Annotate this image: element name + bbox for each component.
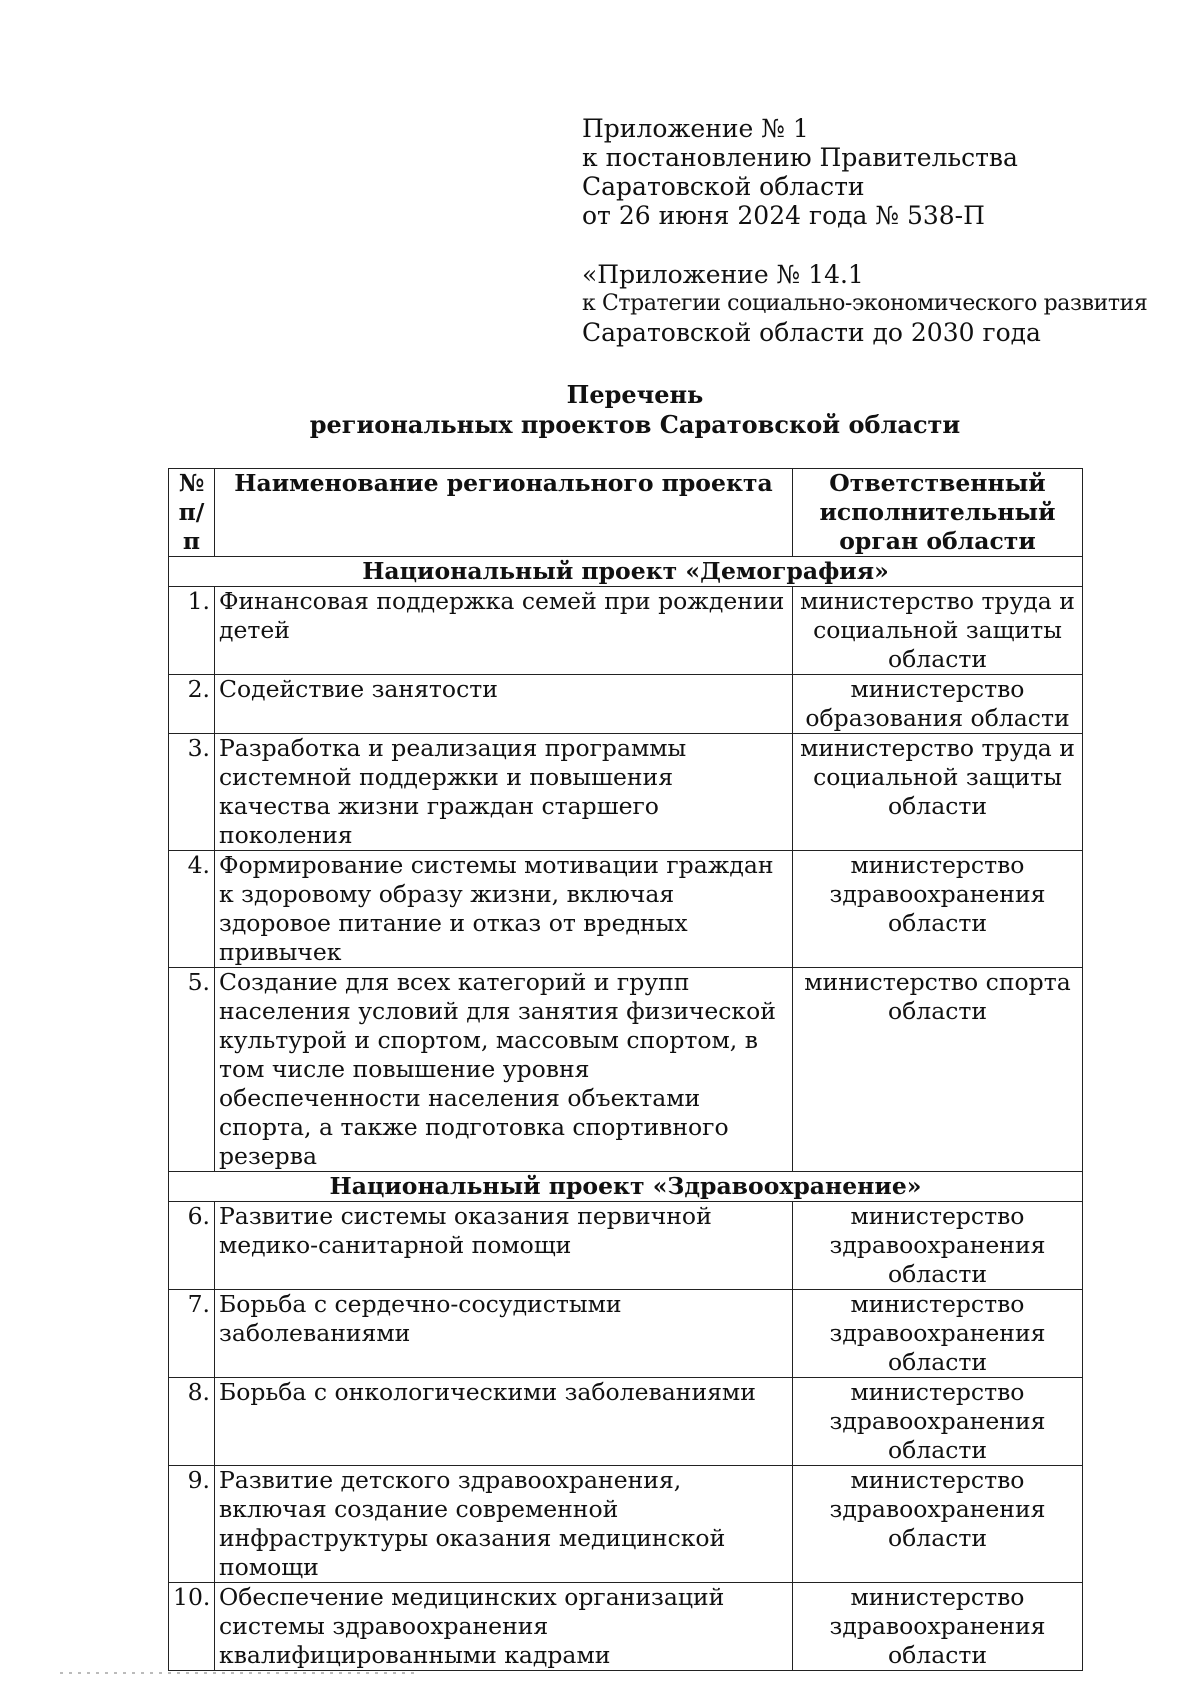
table-row <box>169 1378 1083 1466</box>
attachment-line: Саратовской области <box>582 172 865 201</box>
header-num: № п/п <box>169 469 215 557</box>
responsible-org: министерство здравоохранения области <box>793 851 1083 968</box>
responsible-org: министерство здравоохранения области <box>793 1378 1083 1466</box>
row-number: 10. <box>169 1583 215 1671</box>
row-number: 8. <box>169 1378 215 1466</box>
attachment-line: к постановлению Правительства <box>582 143 1018 172</box>
attachment-header <box>582 114 1182 347</box>
project-name: Обеспечение медицинских организаций системы здравоохранения квалифицированными кадрами <box>215 1583 793 1671</box>
attachment-line: Приложение № 1 <box>582 114 809 143</box>
attachment-line: от 26 июня 2024 года № 538-П <box>582 201 985 230</box>
table-row <box>169 1466 1083 1583</box>
document-title <box>0 380 1200 440</box>
row-number: 2. <box>169 675 215 734</box>
table-row <box>169 675 1083 734</box>
row-number: 5. <box>169 968 215 1172</box>
row-number: 1. <box>169 587 215 675</box>
responsible-org: министерство спорта области <box>793 968 1083 1172</box>
project-name: Борьба с онкологическими заболеваниями <box>215 1378 793 1466</box>
row-number: 9. <box>169 1466 215 1583</box>
project-name: Развитие детского здравоохранения, включая создание современной инфраструктуры оказания медицинской помощи <box>215 1466 793 1583</box>
header-org: Ответственный исполнительный орган области <box>793 469 1083 557</box>
row-number: 4. <box>169 851 215 968</box>
table-row <box>169 968 1083 1172</box>
section-row <box>169 557 1083 587</box>
responsible-org: министерство образования области <box>793 675 1083 734</box>
project-name: Создание для всех категорий и групп населения условий для занятия физической культурой и спортом, массовым спортом, в том числе повышение уровня обеспеченности населения объектами спорта, а также подготовка спортивного резерва <box>215 968 793 1172</box>
sub-attachment-line: «Приложение № 14.1 <box>582 260 864 289</box>
scan-noise <box>60 1672 420 1674</box>
table-row <box>169 587 1083 675</box>
sub-attachment-line: к Стратегии социально-экономического развития <box>582 291 1148 316</box>
project-name: Финансовая поддержка семей при рождении детей <box>215 587 793 675</box>
table-row <box>169 1583 1083 1671</box>
row-number: 7. <box>169 1290 215 1378</box>
responsible-org: министерство здравоохранения области <box>793 1466 1083 1583</box>
row-number: 3. <box>169 734 215 851</box>
projects-table <box>168 468 1083 1671</box>
title-line: региональных проектов Саратовской области <box>309 410 961 439</box>
table-row <box>169 734 1083 851</box>
row-number: 6. <box>169 1202 215 1290</box>
project-name: Разработка и реализация программы системной поддержки и повышения качества жизни граждан старшего поколения <box>215 734 793 851</box>
table-row <box>169 851 1083 968</box>
table-row <box>169 1202 1083 1290</box>
project-name: Борьба с сердечно-сосудистыми заболеваниями <box>215 1290 793 1378</box>
responsible-org: министерство труда и социальной защиты области <box>793 587 1083 675</box>
spacer <box>582 230 1182 260</box>
title-line: Перечень <box>566 380 704 409</box>
responsible-org: министерство труда и социальной защиты области <box>793 734 1083 851</box>
header-name: Наименование регионального проекта <box>215 469 793 557</box>
responsible-org: министерство здравоохранения области <box>793 1290 1083 1378</box>
project-name: Содействие занятости <box>215 675 793 734</box>
section-row <box>169 1172 1083 1202</box>
project-name: Развитие системы оказания первичной медико-санитарной помощи <box>215 1202 793 1290</box>
project-name: Формирование системы мотивации граждан к здоровому образу жизни, включая здоровое питание и отказ от вредных привычек <box>215 851 793 968</box>
section-title: Национальный проект «Здравоохранение» <box>169 1172 1083 1202</box>
table-row <box>169 1290 1083 1378</box>
responsible-org: министерство здравоохранения области <box>793 1202 1083 1290</box>
responsible-org: министерство здравоохранения области <box>793 1583 1083 1671</box>
sub-attachment-line: Саратовской области до 2030 года <box>582 318 1041 347</box>
table-header-row <box>169 469 1083 557</box>
section-title: Национальный проект «Демография» <box>169 557 1083 587</box>
